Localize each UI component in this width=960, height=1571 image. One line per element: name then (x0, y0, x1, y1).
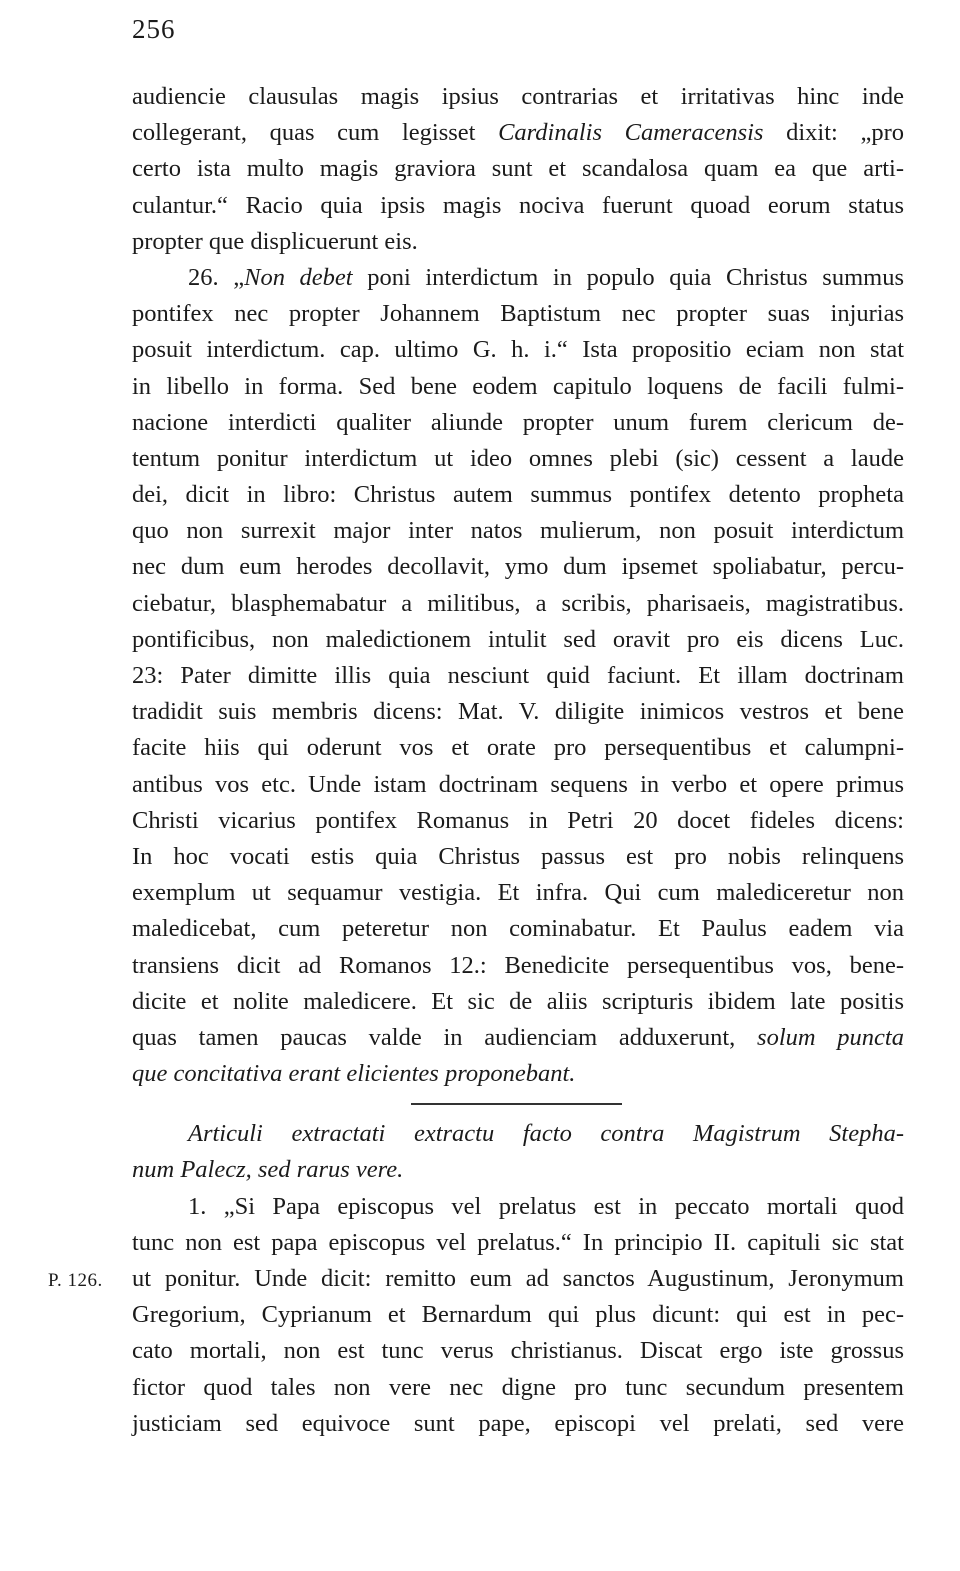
text-line (132, 1056, 904, 1092)
text-line (132, 441, 904, 477)
text-segment: maledicebat, cum peteretur non cominabatur. Et Paulus eadem via (132, 915, 904, 943)
text-line (132, 911, 904, 947)
margin-page-reference: P. 126. (48, 1270, 103, 1291)
text-segment: dicite et nolite maledicere. Et sic de aliis scripturis ibidem late positis (132, 987, 904, 1015)
italic-text-segment: Cardinalis Cameracensis (498, 119, 764, 147)
text-segment: fictor quod tales non vere nec digne pro tunc secundum presentem (132, 1373, 904, 1401)
text-body (132, 79, 904, 1442)
text-line (132, 369, 904, 405)
text-segment: cato mortali, non est tunc verus christianus. Discat ergo iste grossus (132, 1337, 904, 1365)
text-line (132, 260, 904, 296)
text-segment: collegerant, quas cum legisset (132, 119, 499, 147)
text-line (132, 1333, 904, 1369)
text-line (132, 875, 904, 911)
text-segment: ciebatur, blasphemabatur a militibus, a scribis, pharisaeis, magistratibus. (132, 589, 904, 617)
text-line (132, 948, 904, 984)
text-line (132, 1152, 904, 1188)
text-line (132, 803, 904, 839)
text-line (132, 767, 904, 803)
text-segment: certo ista multo magis graviora sunt et scandalosa quam ea que arti- (132, 155, 904, 183)
text-segment: posuit interdictum. cap. ultimo G. h. i.“ Ista propositio eciam non stat (132, 336, 904, 364)
text-segment: in libello in forma. Sed bene eodem capitulo loquens de facili fulmi- (132, 372, 904, 400)
text-line (132, 1261, 904, 1297)
paragraphs-before-rule (132, 79, 904, 1092)
text-line (132, 839, 904, 875)
text-segment: tentum ponitur interdictum ut ideo omnes plebi (sic) cessent a laude (132, 444, 904, 472)
italic-text-segment: solum puncta (757, 1023, 904, 1051)
text-segment: antibus vos etc. Unde istam doctrinam sequens in verbo et opere primus (132, 770, 904, 798)
text-line (132, 1020, 904, 1056)
text-segment: poni interdictum in populo quia Christus summus (352, 263, 904, 291)
text-segment: Christi vicarius pontifex Romanus in Petri 20 docet fideles dicens: (132, 806, 904, 834)
text-line (132, 658, 904, 694)
text-line (132, 984, 904, 1020)
section-divider-rule (132, 1092, 904, 1116)
text-segment: pontificibus, non maledictionem intulit sed oravit pro eis dicens Luc. (132, 625, 904, 653)
text-line (132, 730, 904, 766)
text-line (132, 549, 904, 585)
text-segment: 23: Pater dimitte illis quia nesciunt quid faciunt. Et illam doctrinam (132, 662, 904, 689)
text-segment: nacione interdicti qualiter aliunde propter unum furem clericum de- (132, 408, 904, 436)
text-line (132, 1189, 904, 1225)
text-segment: culantur.“ Racio quia ipsis magis nociva fuerunt quoad eorum status (132, 191, 904, 219)
italic-text-segment: num Palecz, sed rarus vere. (132, 1156, 404, 1184)
text-segment: quo non surrexit major inter natos mulierum, non posuit interdictum (132, 517, 904, 545)
text-line (132, 513, 904, 549)
text-segment: pontifex nec propter Johannem Baptistum nec propter suas injurias (132, 300, 904, 328)
text-line (132, 1406, 904, 1442)
text-line (132, 1297, 904, 1333)
italic-text-segment: que concitativa erant elicientes proponebant. (132, 1060, 576, 1088)
italic-text-segment: Articuli extractati extractu facto contra Magistrum Stepha- (188, 1120, 904, 1148)
text-line (132, 586, 904, 622)
text-segment: audiencie clausulas magis ipsius contrarias et irritativas hinc inde (132, 83, 904, 110)
text-line (132, 694, 904, 730)
paragraphs-after-rule (132, 1116, 904, 1442)
text-line (132, 151, 904, 187)
text-segment: justiciam sed equivoce sunt pape, episcopi vel prelati, sed vere (132, 1409, 904, 1437)
text-line (132, 79, 904, 115)
text-segment: ut ponitur. Unde dicit: remitto eum ad sanctos Augustinum, Jeronymum (132, 1265, 904, 1292)
text-line (132, 1370, 904, 1406)
text-line (132, 188, 904, 224)
text-segment: transiens dicit ad Romanos 12.: Benedicite persequentibus vos, bene- (132, 951, 904, 979)
text-segment: Gregorium, Cyprianum et Bernardum qui plus dicunt: qui est in pec- (132, 1301, 904, 1329)
text-segment: dixit: „pro (763, 119, 905, 147)
text-segment: exemplum ut sequamur vestigia. Et infra. Qui cum malediceretur non (132, 879, 904, 907)
text-segment: propter que displicuerunt eis. (132, 227, 418, 255)
text-line (132, 405, 904, 441)
text-segment: 26. „ (188, 263, 245, 291)
text-line (132, 1225, 904, 1261)
italic-text-segment: Non debet (244, 263, 353, 291)
text-line (132, 477, 904, 513)
text-line (132, 224, 904, 260)
text-segment: nec dum eum herodes decollavit, ymo dum ipsemet spoliabatur, percu- (132, 553, 904, 581)
text-line (132, 332, 904, 368)
page-number: 256 (132, 14, 176, 44)
text-segment: dei, dicit in libro: Christus autem summus pontifex detento propheta (132, 481, 904, 509)
text-line (132, 622, 904, 658)
text-segment: In hoc vocati estis quia Christus passus est pro nobis relinquens (132, 842, 904, 870)
text-segment: tunc non est papa episcopus vel prelatus.“ In principio II. capituli sic stat (132, 1228, 904, 1256)
text-line (132, 115, 904, 151)
text-segment: 1. „Si Papa episcopus vel prelatus est in peccato mortali quod (188, 1192, 904, 1220)
text-segment: tradidit suis membris dicens: Mat. V. diligite inimicos vestros et bene (132, 698, 904, 726)
text-line (132, 1116, 904, 1152)
text-line (132, 296, 904, 332)
text-segment: quas tamen paucas valde in audienciam adduxerunt, (132, 1023, 758, 1051)
text-segment: facite hiis qui oderunt vos et orate pro persequentibus et calumpni- (132, 734, 904, 762)
